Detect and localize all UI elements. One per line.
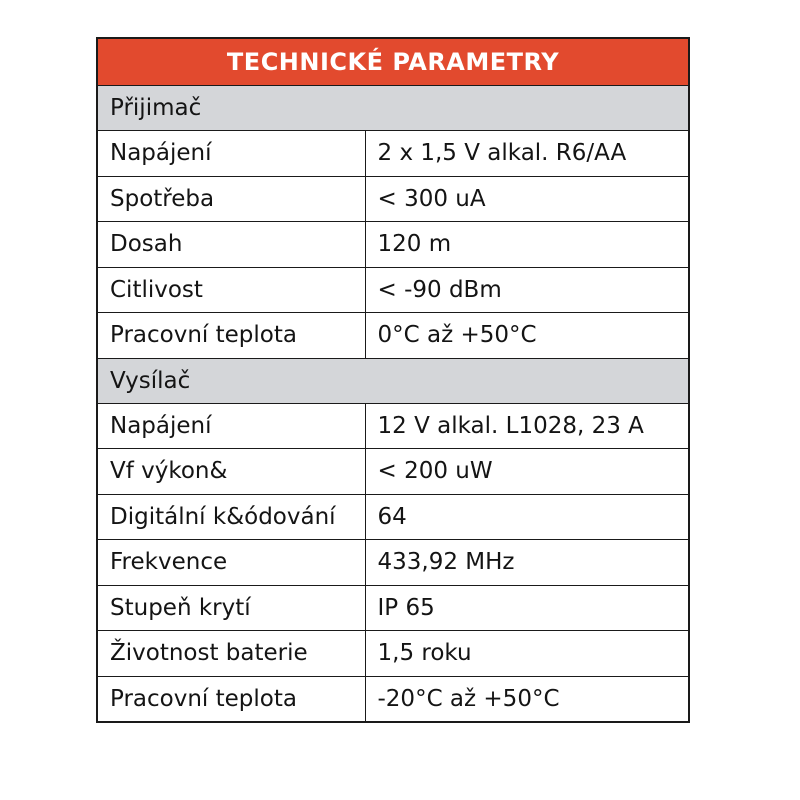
table-row — [97, 494, 689, 540]
table-row — [97, 313, 689, 359]
param-label: Pracovní teplota — [97, 676, 365, 722]
section-row-receiver — [97, 86, 689, 131]
param-value: 12 V alkal. L1028, 23 A — [365, 403, 689, 449]
table-row — [97, 222, 689, 268]
param-value: IP 65 — [365, 585, 689, 631]
table-row — [97, 176, 689, 222]
param-label: Dosah — [97, 222, 365, 268]
param-value: < -90 dBm — [365, 267, 689, 313]
param-value: < 200 uW — [365, 449, 689, 495]
param-label: Citlivost — [97, 267, 365, 313]
param-value: 64 — [365, 494, 689, 540]
table-row — [97, 631, 689, 677]
table-row — [97, 676, 689, 722]
param-label: Napájení — [97, 403, 365, 449]
param-value: 1,5 roku — [365, 631, 689, 677]
table-row — [97, 267, 689, 313]
section-heading-receiver: Přijimač — [97, 86, 689, 131]
tech-params-table — [96, 37, 690, 723]
param-label: Napájení — [97, 131, 365, 177]
param-label: Vf výkon& — [97, 449, 365, 495]
param-label: Pracovní teplota — [97, 313, 365, 359]
param-label: Frekvence — [97, 540, 365, 586]
param-value: 2 x 1,5 V alkal. R6/AA — [365, 131, 689, 177]
param-label: Životnost baterie — [97, 631, 365, 677]
table-row — [97, 585, 689, 631]
param-label: Stupeň krytí — [97, 585, 365, 631]
param-value: 433,92 MHz — [365, 540, 689, 586]
table-row — [97, 403, 689, 449]
table-title-row — [97, 38, 689, 86]
param-value: 120 m — [365, 222, 689, 268]
param-value: -20°C až +50°C — [365, 676, 689, 722]
section-heading-transmitter: Vysílač — [97, 358, 689, 403]
param-label: Spotřeba — [97, 176, 365, 222]
section-row-transmitter — [97, 358, 689, 403]
param-value: 0°C až +50°C — [365, 313, 689, 359]
table-row — [97, 540, 689, 586]
param-value: < 300 uA — [365, 176, 689, 222]
table-row — [97, 131, 689, 177]
table-title: TECHNICKÉ PARAMETRY — [97, 38, 689, 86]
table-row — [97, 449, 689, 495]
param-label: Digitální k&ódování — [97, 494, 365, 540]
